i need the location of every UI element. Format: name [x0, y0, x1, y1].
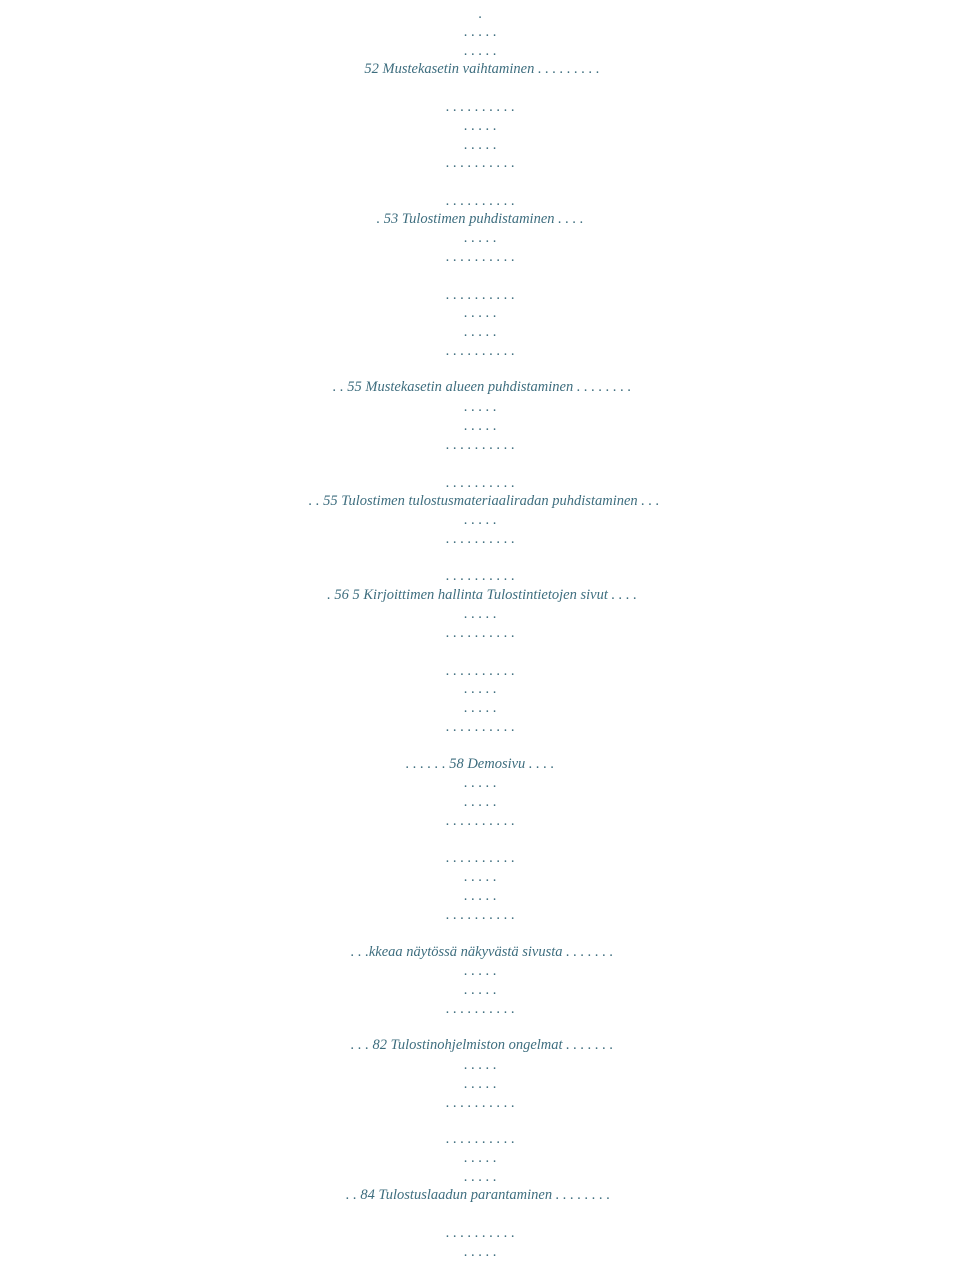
leader-dots: . . . . . . . . . . — [445, 531, 515, 547]
toc-entry: . . 55 Mustekasetin alueen puhdistaminen . . . . . . . . — [332, 379, 632, 395]
toc-entry: . . 84 Tulostuslaadun parantaminen . . . . . . . . — [345, 1187, 611, 1203]
leader-dots: . . . . . . . . . . — [445, 907, 515, 923]
leader-dots: . . . . . . . . . . — [445, 813, 515, 829]
leader-dots: . . . . . — [463, 305, 497, 321]
toc-entry: . . . 82 Tulostinohjelmiston ongelmat . . . . . . . — [350, 1037, 614, 1053]
leader-dots: . . . . . — [463, 1150, 497, 1166]
leader-dots: . . . . . — [463, 1169, 497, 1185]
leader-dots: . . . . . — [463, 1244, 497, 1260]
leader-dots: . . . . . — [463, 1057, 497, 1073]
leader-dots: . . . . . . . . . . — [445, 155, 515, 171]
leader-dots: . . . . . . . . . . — [445, 437, 515, 453]
leader-dots: . . . . . — [463, 888, 497, 904]
leader-dots: . . . . . — [463, 794, 497, 810]
leader-dots: . . . . . — [463, 230, 497, 246]
leader-dots: . . . . . . . . . . — [445, 625, 515, 641]
leader-dots: . . . . . . . . . . — [445, 1001, 515, 1017]
leader-dots: . . . . . — [463, 681, 497, 697]
toc-entry: . . . . . . 58 Demosivu . . . . — [405, 756, 555, 772]
toc-entry: . . .kkeaa näytössä näkyvästä sivusta . . . . . . . — [350, 944, 614, 960]
leader-dots: . . . . . — [463, 118, 497, 134]
leader-dots: . . . . . . . . . . — [445, 663, 515, 679]
toc-entry: . 56 5 Kirjoittimen hallinta Tulostintietojen sivut . . . . — [327, 587, 637, 603]
leader-dots: . . . . . — [463, 963, 497, 979]
leader-dots: . . . . . — [463, 512, 497, 528]
leader-dots: . . . . . . . . . . — [445, 1225, 515, 1241]
leader-dots: . . . . . . . . . . — [445, 475, 515, 491]
leader-dots: . . . . . . . . . . — [445, 343, 515, 359]
leader-dots: . . . . . . . . . . — [445, 99, 515, 115]
leader-dots: . . . . . — [463, 399, 497, 415]
leader-dots: . . . . . — [463, 700, 497, 716]
leader-dots: . . . . . — [463, 775, 497, 791]
leader-dots: . . . . . — [463, 418, 497, 434]
leader-dots: . . . . . — [463, 43, 497, 59]
toc-entry: . 53 Tulostimen puhdistaminen . . . . — [376, 211, 584, 227]
leader-dots: . . . . . . . . . . — [445, 287, 515, 303]
leader-dots: . . . . . . . . . . — [445, 1095, 515, 1111]
leader-dots: . . . . . — [463, 982, 497, 998]
leader-dots: . . . . . . . . . . — [445, 249, 515, 265]
leader-dots: . . . . . — [463, 324, 497, 340]
leader-dots: . . . . . — [463, 1076, 497, 1092]
leader-dots: . . . . . — [463, 137, 497, 153]
leader-dots: . — [478, 6, 482, 22]
leader-dots: . . . . . . . . . . — [445, 850, 515, 866]
leader-dots: . . . . . . . . . . — [445, 1131, 515, 1147]
toc-entry: 52 Mustekasetin vaihtaminen . . . . . . . . . — [364, 61, 600, 77]
leader-dots: . . . . . . . . . . — [445, 719, 515, 735]
leader-dots: . . . . . — [463, 606, 497, 622]
toc-entry: . . 55 Tulostimen tulostusmateriaaliradan puhdistaminen . . . — [308, 493, 660, 509]
leader-dots: . . . . . — [463, 869, 497, 885]
leader-dots: . . . . . . . . . . — [445, 193, 515, 209]
leader-dots: . . . . . — [463, 24, 497, 40]
leader-dots: . . . . . . . . . . — [445, 568, 515, 584]
